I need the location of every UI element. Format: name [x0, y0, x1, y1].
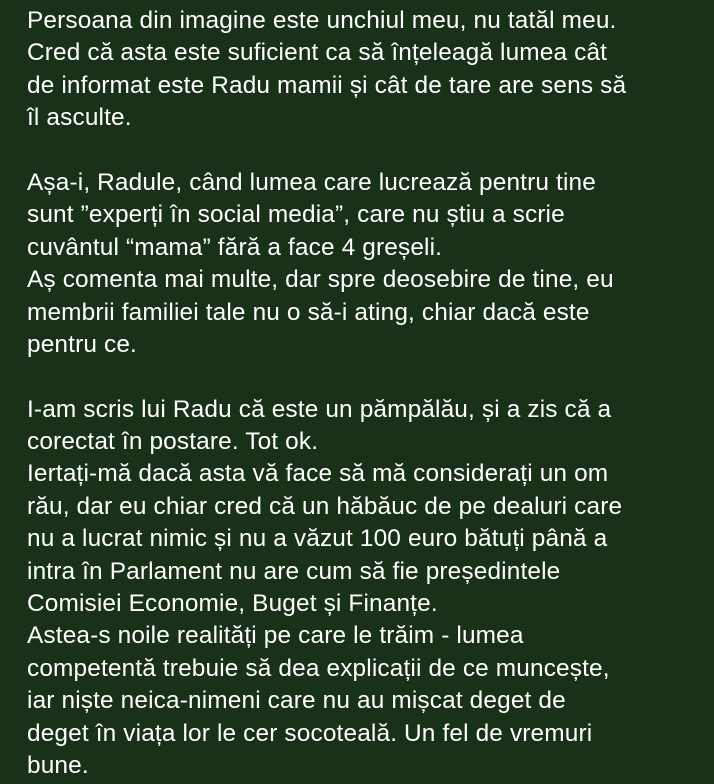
text-line: cuvântul “mama” fără a face 4 greșeli.: [27, 233, 443, 261]
text-line: Comisiei Economie, Buget și Finanțe.: [27, 590, 438, 618]
text-line: rău, dar eu chiar cred că un hăbăuc de pe dealuri care: [27, 492, 623, 520]
text-line: nu a lucrat nimic și nu a văzut 100 euro bătuți până a: [27, 525, 608, 553]
text-line: sunt ”experți în social media”, care nu știu a scrie: [27, 201, 565, 229]
paragraph-gap: [27, 361, 704, 393]
text-line: Așa-i, Radule, când lumea care lucrează pentru tine: [27, 168, 596, 196]
text-line: Cred că asta este suficient ca să înțeleagă lumea cât: [27, 39, 608, 67]
text-line: pentru ce.: [27, 330, 137, 358]
text-line: intra în Parlament nu are cum să fie președintele: [27, 557, 561, 585]
paragraph-2: [27, 167, 704, 361]
text-line: Persoana din imagine este unchiul meu, nu tatăl meu.: [27, 7, 617, 34]
text-line: Iertați-mă dacă asta vă face să mă considerați un om: [27, 460, 609, 488]
paragraph-gap: [27, 135, 704, 167]
text-line: îl asculte.: [27, 104, 132, 132]
text-line: bune.: [27, 751, 89, 779]
text-line: deget în viața lor le cer socoteală. Un fel de vremuri: [27, 719, 593, 747]
text-line: Astea-s noile realități pe care le trăim - lumea: [27, 622, 524, 650]
paragraph-3: [27, 394, 704, 783]
text-line: competentă trebuie să dea explicații de ce muncește,: [27, 654, 610, 682]
text-line: I-am scris lui Radu că este un pămpălău, și a zis că a: [27, 395, 612, 423]
text-line: membrii familiei tale nu o să-i ating, chiar dacă este: [27, 298, 590, 326]
paragraph-1: [27, 5, 704, 135]
text-line: de informat este Radu mamii și cât de tare are sens să: [27, 71, 627, 99]
text-line: corectat în postare. Tot ok.: [27, 428, 319, 456]
text-line: iar niște neica-nimeni care nu au mișcat deget de: [27, 687, 566, 715]
text-line: Aș comenta mai multe, dar spre deosebire de tine, eu: [27, 266, 614, 294]
